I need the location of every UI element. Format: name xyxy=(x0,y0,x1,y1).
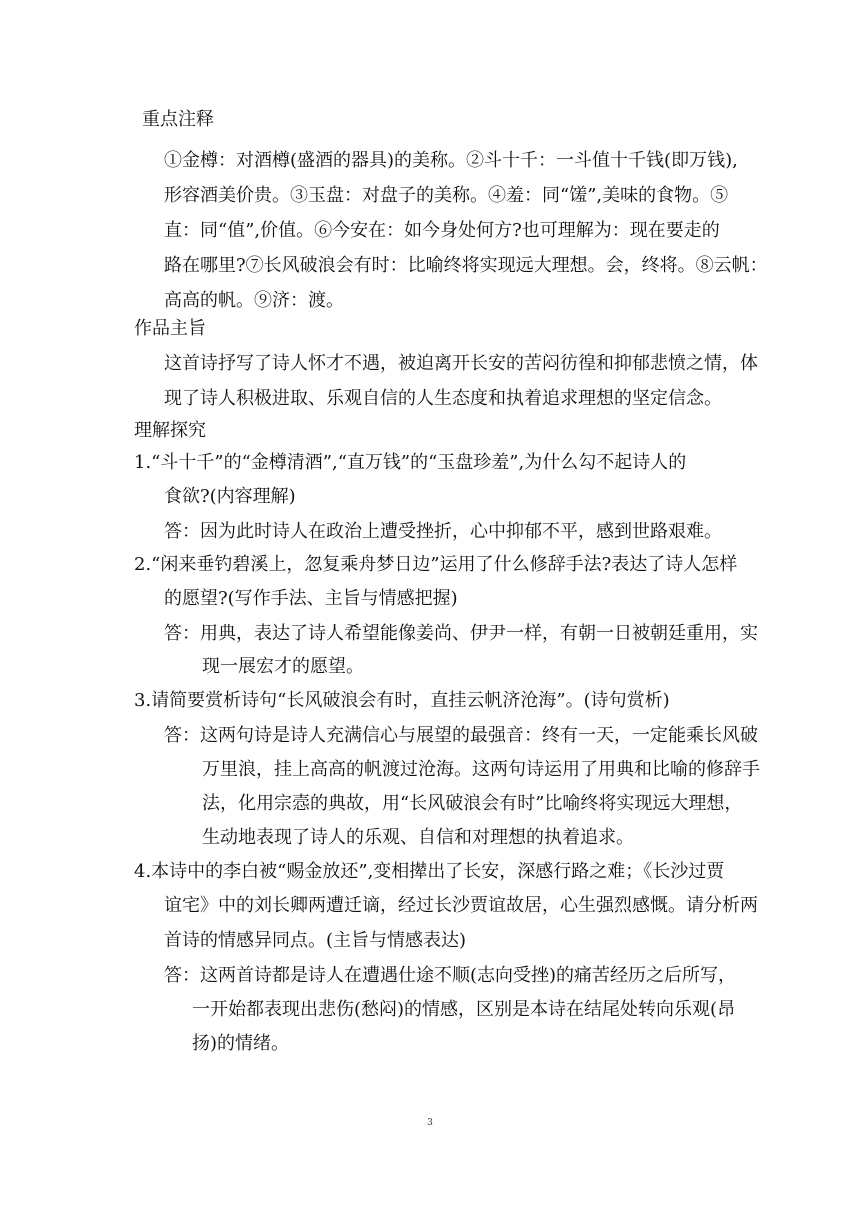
question-line: 3.请简要赏析诗句“长风破浪会有时，直挂云帆济沧海”。(诗句赏析) xyxy=(134,690,670,711)
notes-line: 路在哪里?⑦长风破浪会有时：比喻终将实现远大理想。会，终将。⑧云帆： xyxy=(164,255,768,276)
theme-line: 现了诗人积极进取、乐观自信的人生态度和执着追求理想的坚定信念。 xyxy=(164,388,722,409)
notes-line: 形容酒美价贵。③玉盘：对盘子的美称。④羞：同“馐”,美味的食物。⑤ xyxy=(164,185,729,206)
answer-line: 扬)的情绪。 xyxy=(192,1033,290,1054)
notes-line: 高高的帆。⑨济：渡。 xyxy=(164,290,344,311)
answer-line: 现一展宏才的愿望。 xyxy=(202,656,364,677)
question-line: 1.“斗十千”的“金樽清酒”,“直万钱”的“玉盘珍羞”,为什么勾不起诗人的 xyxy=(134,452,687,473)
theme-heading: 作品主旨 xyxy=(134,318,206,339)
theme-line: 这首诗抒写了诗人怀才不遇，被迫离开长安的苦闷彷徨和抑郁悲愤之情，体 xyxy=(164,353,758,374)
question-line: 的愿望?(写作手法、主旨与情感把握) xyxy=(164,588,458,609)
notes-heading: 重点注释 xyxy=(142,109,214,130)
answer-line: 答：这两句诗是诗人充满信心与展望的最强音：终有一天，一定能乘长风破 xyxy=(164,725,758,746)
question-line: 食欲?(内容理解) xyxy=(164,486,296,507)
notes-line: 直：同“值”,价值。⑥今安在：如今身处何方?也可理解为：现在要走的 xyxy=(164,220,720,241)
answer-line: 一开始都表现出悲伤(愁闷)的情感，区别是本诗在结尾处转向乐观(昂 xyxy=(192,999,736,1020)
question-line: 4.本诗中的李白被“赐金放还”,变相撵出了长安，深感行路之难；《长沙过贾 xyxy=(134,861,725,882)
question-line: 谊宅》中的刘长卿两遭迁谪，经过长沙贾谊故居，心生强烈感慨。请分析两 xyxy=(164,895,758,916)
answer-line: 答：用典，表达了诗人希望能像姜尚、伊尹一样，有朝一日被朝廷重用，实 xyxy=(164,623,758,644)
answer-line: 答：这两首诗都是诗人在遭遇仕途不顺(志向受挫)的痛苦经历之后所写， xyxy=(164,965,737,986)
question-line: 首诗的情感异同点。(主旨与情感表达) xyxy=(164,930,467,951)
notes-line: ①金樽：对酒樽(盛酒的器具)的美称。②斗十千：一斗值十千钱(即万钱), xyxy=(164,150,738,171)
answer-line: 答：因为此时诗人在政治上遭受挫折，心中抑郁不平，感到世路艰难。 xyxy=(164,521,722,542)
answer-line: 万里浪，挂上高高的帆渡过沧海。这两句诗运用了用典和比喻的修辞手 xyxy=(202,759,760,780)
answer-line: 生动地表现了诗人的乐观、自信和对理想的执着追求。 xyxy=(202,827,634,848)
inquiry-heading: 理解探究 xyxy=(134,420,206,441)
page-number: 3 xyxy=(427,1118,433,1128)
question-line: 2.“闲来垂钓碧溪上，忽复乘舟梦日边”运用了什么修辞手法?表达了诗人怎样 xyxy=(134,554,738,575)
answer-line: 法，化用宗悫的典故，用“长风破浪会有时”比喻终将实现远大理想， xyxy=(202,793,743,814)
